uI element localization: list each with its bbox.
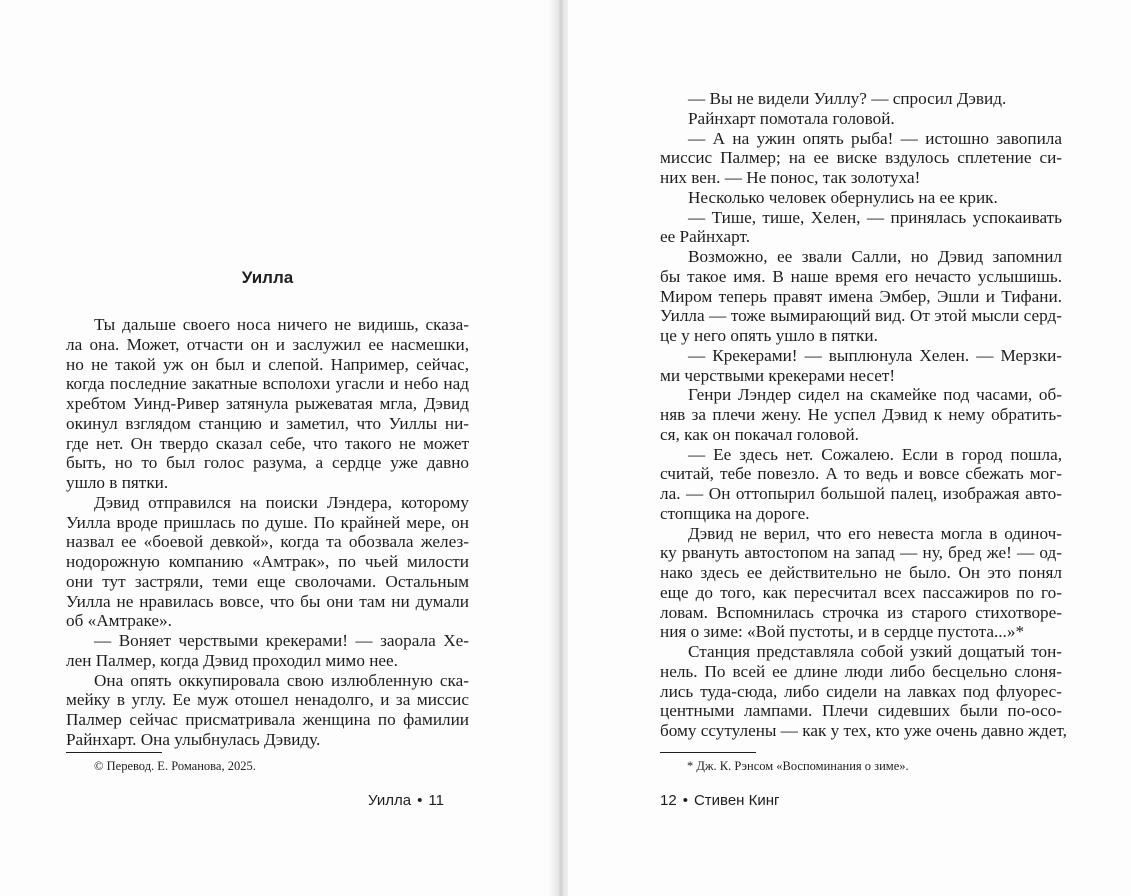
text-line: еще до того, как пересчитал всех пассажиров по го- (660, 582, 1062, 602)
footnote-rule (660, 752, 756, 753)
text-line: Райнхарт помотала головой. (688, 108, 895, 128)
footer-bullet: • (417, 792, 423, 809)
text-line: об «Амтраке». (66, 611, 172, 631)
text-line: — А на ужин опять рыба! — истошно завопила (688, 128, 1062, 148)
text-line: Возможно, ее звали Салли, но Дэвид запомнил (688, 247, 1062, 266)
right-page (568, 0, 1131, 896)
text-line: лись туда-сюда, либо сидели на лавках под флуорес- (660, 681, 1062, 701)
page-number: 12 (660, 792, 677, 809)
text-line: Несколько человек обернулись на ее крик. (688, 187, 998, 207)
text-line: Уилла не нравилась вовсе, что бы они там ни думали (66, 591, 469, 611)
text-line: Дэвид не верил, что его невеста могла в одиноч- (688, 523, 1062, 543)
text-line: лен Палмер, когда Дэвид проходил мимо нее. (66, 650, 398, 670)
text-line: ла. — Он оттопырил большой палец, изображая авто- (660, 484, 1062, 503)
running-footer-title: Стивен Кинг (693, 792, 780, 809)
text-line: — Крекерами! — выплюнула Хелен. — Мерзки- (688, 345, 1062, 365)
text-line: — Вы не видели Уиллу? — спросил Дэвид. (688, 89, 1007, 108)
chapter-title: Уилла (241, 268, 294, 287)
footnote-source: * Дж. К. Рэнсом «Воспоминания о зиме». (687, 759, 909, 773)
text-line: центными лампами. Плечи сидевших были по-осо- (660, 701, 1062, 721)
text-line: назвал ее «боевой девкой», когда та обозвала желез- (66, 532, 469, 552)
text-line: хребтом Уинд-Ривер затянула рыжеватая мгла, Дэвид (66, 394, 469, 413)
text-line: бому ссутулены — как у тех, кто уже очень давно ждет, (660, 721, 1067, 740)
text-line: ку рвануть автостопом на запад — ну, бред же! — од- (660, 543, 1062, 563)
text-line: ловам. Вспомнилась строчка из старого стихотворе- (660, 602, 1062, 622)
left-page (0, 0, 560, 896)
text-line: Ты дальше своего носа ничего не видишь, сказа- (94, 315, 469, 334)
text-line: они тут застряли, теми еще сволочами. Остальным (66, 571, 469, 591)
text-line: ния о зиме: «Вой пустоты, и в сердце пустота...»* (660, 622, 1025, 642)
text-line: стопщика на дороге. (660, 503, 810, 523)
running-footer (368, 792, 444, 809)
text-line: Уилла — тоже вымирающий вид. От этой мысли серд- (660, 306, 1062, 326)
text-line: ми черствыми крекерами несет! (660, 365, 896, 385)
text-line: це у него опять ушло в пятки. (660, 326, 878, 345)
text-line: бы такое имя. В наше время его нечасто услышишь. (660, 266, 1062, 286)
text-line: нако здесь ее действительно не было. Он это понял (660, 563, 1062, 582)
text-line: ушло в пятки. (66, 473, 169, 492)
text-line: когда последние закатные всполохи угасли и небо над (66, 374, 469, 394)
text-line: нодорожную компанию «Амтрак», по чьей милости (66, 552, 469, 571)
text-line: но не такой уж он был и слепой. Например, сейчас, (66, 354, 469, 374)
text-line: — Тише, тише, Хелен, — принялась успокаивать (688, 207, 1062, 227)
footer-bullet: • (682, 792, 688, 809)
text-line: мейку в углу. Ее муж отошел ненадолго, и за миссис (66, 690, 469, 710)
footnote-rule (66, 752, 162, 753)
footnote-copyright: © Перевод. Е. Романова, 2025. (94, 759, 256, 773)
text-line: считай, тебе повезло. А то ведь и вовсе сбежать мог- (660, 464, 1062, 484)
text-line: них вен. — Не понос, так золотуха! (660, 168, 921, 187)
text-line: нель. По всей ее длине люди либо бесцельно слоня- (660, 661, 1062, 681)
text-line: Миром теперь правят имена Эмбер, Эшли и Тифани. (660, 286, 1062, 306)
text-line: ее Райнхарт. (660, 227, 751, 247)
text-line: ла она. Может, отчасти он и заслужил ее насмешки, (66, 334, 469, 354)
text-line: — Воняет черствыми крекерами! — заорала Хе- (94, 631, 469, 650)
text-line: Райнхарт. Она улыбнулась Дэвиду. (66, 729, 321, 749)
text-line: окинул взглядом станцию и заметил, что Уиллы ни- (66, 413, 469, 433)
page-number: 11 (428, 792, 444, 809)
running-footer-title: Уилла (368, 792, 412, 809)
text-line: где нет. Он твердо сказал себе, что такого не может (66, 433, 469, 453)
text-line: Она опять оккупировала свою излюбленную ска- (94, 670, 469, 690)
text-line: Станция представляла собой узкий дощатый тон- (688, 642, 1062, 661)
text-line: няв за плечи жену. Не успел Дэвид к нему обратить- (660, 405, 1062, 424)
text-line: ся, как он покачал головой. (660, 424, 859, 444)
text-line: миссис Палмер; на ее виске вздулось сплетение си- (660, 148, 1062, 168)
left-page-text (66, 315, 469, 750)
text-line: — Ее здесь нет. Сожалею. Если в город пошла, (688, 444, 1062, 464)
running-footer (660, 792, 780, 809)
text-line: Палмер сейчас присматривала женщина по фамилии (66, 710, 469, 729)
right-page-text (660, 89, 1067, 741)
text-line: Уилла вроде пришлась по душе. По крайней мере, он (66, 512, 469, 532)
text-line: Дэвид отправился на поиски Лэндера, которому (94, 492, 469, 512)
text-line: Генри Лэндер сидел на скамейке под часами, об- (688, 385, 1062, 405)
text-line: быть, но то был голос разума, а сердце уже давно (66, 453, 469, 473)
